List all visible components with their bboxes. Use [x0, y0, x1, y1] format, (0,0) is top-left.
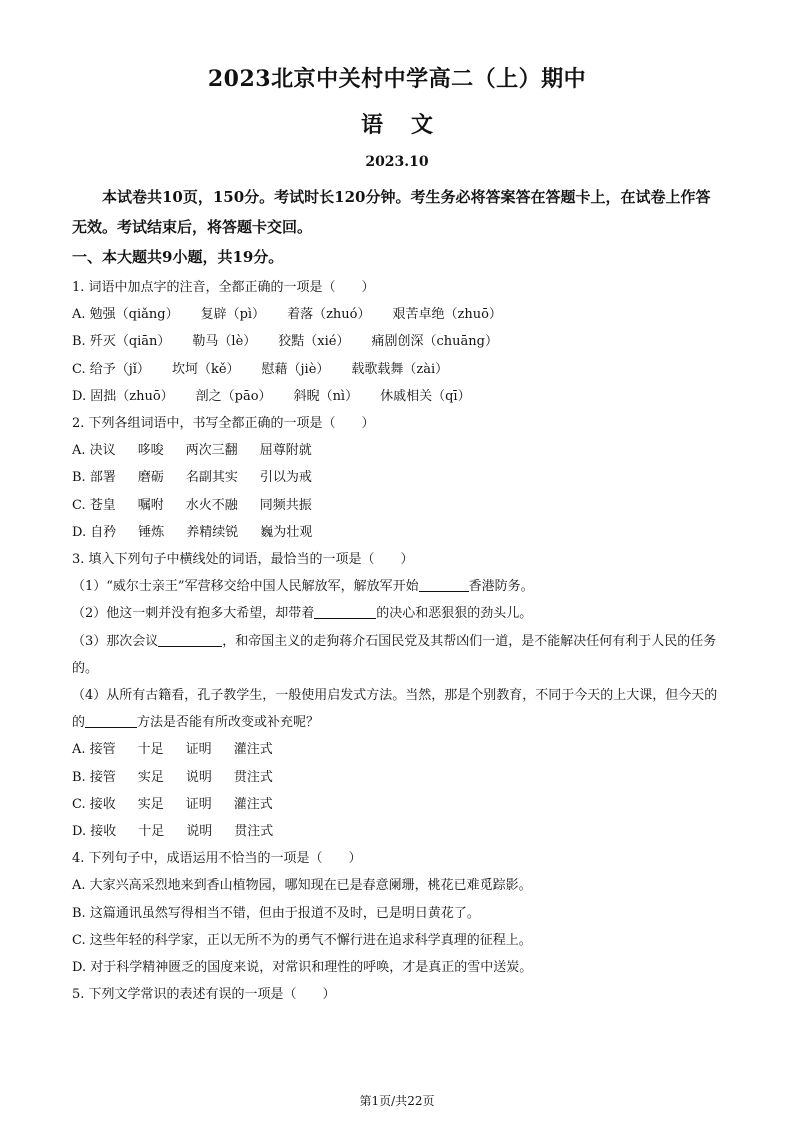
- question-1-option-c: C. 给予（jǐ） 坎坷（kě） 慰藉（jiè） 载歌载舞（zài）: [72, 361, 449, 377]
- exam-title: 2023北京中关村中学高二（上）期中: [207, 66, 587, 92]
- fill-blank: [158, 632, 222, 647]
- question-3-sentence-2: （2）他这一刺并没有抱多大希望，却带着 的决心和恶狠狠的劲头儿。: [72, 606, 533, 622]
- question-4-option-b: B. 这篇通讯虽然写得相当不错，但由于报道不及时，已是明日黄花了。: [72, 905, 480, 921]
- question-2-stem: 2. 下列各组词语中，书写全都正确的一项是（ ）: [72, 416, 375, 432]
- question-4-option-d: D. 对于科学精神匮乏的国度来说，对常识和理性的呼唤，才是真正的雪中送炭。: [72, 960, 533, 976]
- question-2-option-d: D. 自矜 锤炼 养精续锐 巍为壮观: [72, 524, 313, 540]
- question-3-sentence-4: （4）从所有古籍看，孔子教学生，一般使用启发式方法。当然，那是个别教育，不同于今天的上大课，但今天的的 方法是否能有所改变或补充呢？: [72, 688, 718, 731]
- question-4-option-a: A. 大家兴高采烈地来到香山植物园，哪知现在已是春意阑珊，桃花已难觅踪影。: [72, 878, 532, 894]
- question-3-option-d: D. 接收 十足 说明 贯注式: [72, 824, 274, 840]
- question-4-option-c: C. 这些年轻的科学家，正以无所不为的勇气不懈行进在追求科学真理的征程上。: [72, 932, 532, 948]
- section-heading: 一、本大题共9小题，共19分。: [72, 248, 284, 266]
- question-1-option-d: D. 固拙（zhuō） 剖之（pāo） 斜睨（nì） 休戚相关（qī）: [72, 388, 471, 404]
- fill-blank: [419, 577, 469, 592]
- question-1-stem: 1. 词语中加点字的注音，全都正确的一项是（ ）: [72, 280, 375, 295]
- question-3-option-c: C. 接收 实足 证明 灌注式: [72, 796, 273, 812]
- question-3-option-b: B. 接管 实足 说明 贯注式: [72, 769, 273, 785]
- page-number: 第1页/共22页: [359, 1094, 435, 1108]
- subject-title: 语文: [360, 112, 461, 138]
- question-1-option-a: A. 勉强（qiǎng） 复辟（pì） 着落（zhuó） 艰苦卓绝（zhuō）: [72, 307, 502, 323]
- question-2-option-a: A. 决议 哆唆 两次三翻 屈尊附就: [72, 443, 312, 459]
- question-3-stem: 3. 填入下列句子中横线处的词语，最恰当的一项是（ ）: [72, 552, 414, 568]
- question-2-option-c: C. 苍皇 嘱咐 水火不融 同频共振: [72, 497, 312, 513]
- question-3-sentence-3: （3）那次会议 ，和帝国主义的走狗蒋介石国民党及其帮凶们一道，是不能解决任何有利于人民的任务的。: [72, 633, 717, 676]
- fill-blank: [85, 713, 137, 728]
- exam-instructions: 本试卷共10页，150分。考试时长120分钟。考生务必将答案答在答题卡上，在试卷上作答无效。考试结束后，将答题卡交回。: [72, 188, 711, 236]
- question-2-option-b: B. 部署 磨砺 名副其实 引以为戒: [72, 470, 312, 486]
- question-5-stem: 5. 下列文学常识的表述有误的一项是（ ）: [72, 987, 336, 1003]
- question-3-sentence-1: （1）“威尔士亲王”军营移交给中国人民解放军，解放军开始 香港防务。: [72, 579, 534, 595]
- questions-body: [72, 274, 722, 1008]
- question-4-stem: 4. 下列句子中，成语运用不恰当的一项是（ ）: [72, 851, 362, 867]
- question-1-option-b: B. 歼灭（qiān） 勒马（lè） 狡黠（xié） 痛剧创深（chuāng）: [72, 334, 498, 350]
- question-3-option-a: A. 接管 十足 证明 灌注式: [72, 742, 273, 758]
- fill-blank: [314, 604, 376, 619]
- exam-date: 2023.10: [365, 154, 429, 170]
